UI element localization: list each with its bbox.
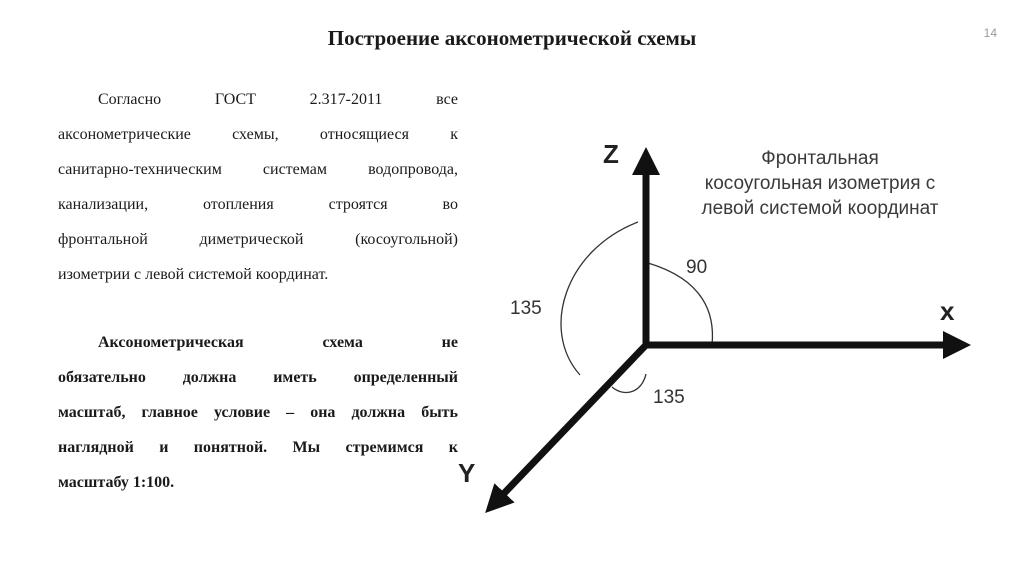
axis-y-line [490,345,646,508]
arc-zy-135 [561,222,638,375]
paragraph-line: обязательно должна иметь определенный [58,369,458,386]
diagram-caption-line: косоугольная изометрия с [704,173,936,194]
angle-label-zx: 90 [686,257,708,278]
paragraph-line: фронтальной диметрической (косоугольной) [58,231,458,248]
axonometric-diagram [458,130,990,530]
slide-title: Построение аксонометрической схемы [327,26,697,50]
diagram-caption-line: Фронтальная [761,148,879,169]
angle-label-xy: 135 [653,387,685,408]
angle-label-zy: 135 [510,298,542,319]
axis-z-label: Z [603,139,619,169]
diagram-caption-line: левой системой координат [701,198,939,219]
paragraph-line: Аксонометрическая схема не [98,334,458,351]
paragraph-line: санитарно-техническим системам водопровода, [58,161,458,178]
paragraph-line: масштабу 1:100. [58,474,175,491]
paragraph-gost [58,82,458,292]
slide-number: 14 [983,26,997,40]
paragraph-line: масштаб, главное условие – она должна быть [58,404,458,421]
paragraph-line: канализации, отопления строятся во [58,196,458,213]
paragraph-line: изометрии с левой системой координат. [58,266,329,283]
paragraph-scale [58,325,458,500]
paragraph-line: Согласно ГОСТ 2.317-2011 все [98,91,458,108]
axis-x-label: x [940,296,955,326]
paragraph-line: наглядной и понятной. Мы стремимся к [58,439,458,456]
axis-y-label: Y [458,458,476,488]
paragraph-line: аксонометрические схемы, относящиеся к [58,126,458,143]
